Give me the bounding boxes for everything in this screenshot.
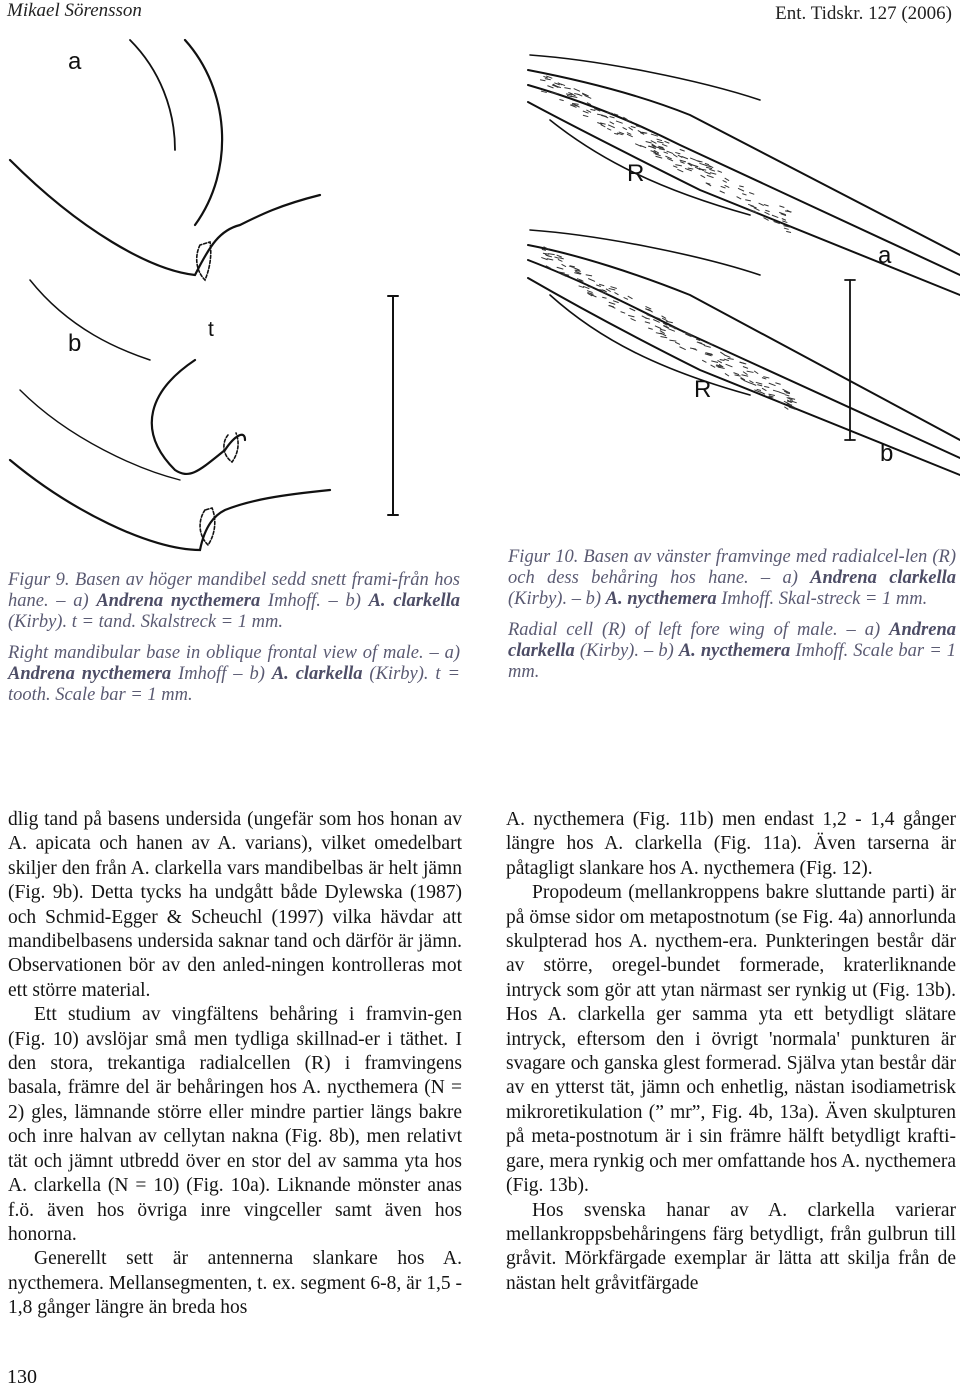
wing-hair — [602, 297, 606, 298]
wing-hair — [610, 287, 616, 289]
wing-hair — [750, 383, 756, 385]
caption-text: (Kirby). – b) — [574, 641, 679, 661]
figure-9-caption-english — [8, 643, 460, 706]
figure-10-label-a: a — [878, 242, 892, 269]
wing-hair — [616, 121, 623, 123]
wing-hair — [631, 318, 636, 320]
wing-hair — [656, 156, 663, 158]
wing-hair — [756, 382, 762, 384]
wing-hair — [628, 315, 634, 317]
wing-hair — [764, 386, 769, 387]
wing-hair — [648, 328, 653, 329]
wing-hair — [680, 149, 685, 151]
wing-hair — [673, 154, 677, 157]
wing-hair — [773, 390, 779, 392]
wing-hair — [779, 392, 785, 394]
wing-hair — [786, 231, 791, 232]
wing-hair — [759, 203, 764, 206]
wing-hair — [763, 377, 769, 378]
wing-hair — [596, 285, 601, 287]
caption-species: A. nycthemera — [678, 641, 791, 661]
wing-hair — [626, 120, 632, 121]
wing-hair — [621, 312, 626, 314]
wing-hair — [740, 362, 746, 364]
wing-hair — [762, 378, 766, 379]
caption-text: Radial cell (R) of left fore wing of male. – a) — [508, 620, 890, 640]
wing-hair — [724, 355, 730, 358]
body-paragraph: A. nycthemera (Fig. 11b) men endast 1,2 - 1,4 gånger längre hos A. clarkella (Fig. 11a). Även tarserna är påtagligt slankare hos A. nycthemera (Fig. 12). — [506, 809, 956, 879]
wing-hair — [609, 302, 615, 304]
wing-hair — [607, 128, 611, 130]
wing-hair — [645, 322, 650, 323]
caption-species: A. nycthemera — [605, 589, 717, 609]
figure-10-label-b: b — [880, 440, 894, 467]
wing-hair — [757, 385, 762, 386]
wing-hair — [601, 125, 606, 127]
wing-hair — [660, 337, 667, 338]
wing-hair — [540, 80, 545, 81]
wing-hair — [660, 329, 666, 330]
wing-hair — [662, 144, 667, 146]
wing-hair — [704, 172, 710, 175]
wing-hairs-pattern — [540, 76, 797, 410]
wing-hair — [610, 117, 615, 118]
wing-hair — [599, 284, 604, 286]
wing-hair — [785, 211, 791, 212]
wing-hair — [725, 178, 729, 181]
wing-hair — [610, 122, 614, 124]
wing-hair — [706, 183, 711, 184]
figure-9-caption — [8, 570, 460, 706]
running-author: Mikael Sörensson — [7, 0, 142, 21]
wing-hair — [630, 308, 636, 311]
wing-hair — [784, 228, 789, 229]
caption-text: (Kirby). t = tooth. Scale bar = 1 mm. — [8, 664, 460, 705]
body-paragraph: dlig tand på basens undersida (ungefär som hos honan av A. apicata och hanen av A. varians), vilket omedelbart skiljer den från A. clarkella vars mandibelbas är helt jämn (Fig. 9b). Detta tycks ha undgått både Dylewska (1987) och Schmid-Egger & Scheuchl (1997) vilka hävdar att mandibelbasens undersida saknar tand och därför är jämn. Observationen bör av den anled-ningen kontrolleras mot ett större material. — [8, 809, 462, 1001]
wing-hair — [706, 167, 712, 168]
wing-hair — [725, 373, 729, 376]
page-number: 130 — [7, 1366, 37, 1388]
wing-hair — [688, 168, 693, 169]
figure-9-drawing — [0, 30, 420, 560]
figure-10-caption-swedish — [508, 547, 956, 610]
wing-hair — [711, 365, 716, 368]
caption-text: Imhoff. Skal-streck = 1 mm. — [716, 589, 928, 609]
wing-hair — [675, 165, 682, 166]
wing-hair — [701, 175, 706, 178]
wing-hair — [775, 383, 780, 385]
wing-hair — [710, 173, 716, 175]
wing-hair — [608, 125, 615, 128]
wing-hair — [657, 139, 662, 141]
wing-hair — [586, 275, 592, 276]
wing-hair — [669, 340, 676, 341]
wing-hair — [629, 127, 633, 130]
wing-hair — [764, 204, 769, 205]
wing-hair — [728, 358, 734, 359]
wing-hair — [784, 407, 788, 410]
wing-hair — [745, 200, 751, 201]
wing-hair — [564, 88, 570, 89]
wing-hair — [742, 194, 746, 195]
caption-text: (Kirby). – b) — [508, 589, 606, 609]
wing-hair — [664, 141, 669, 143]
wing-hair — [572, 103, 579, 104]
wing-hair — [554, 257, 558, 258]
body-paragraph: Generellt sett är antennerna slankare hos A. nycthemera. Mellansegmenten, t. ex. segment 6-8, är 1,5 - 1,8 gånger längre än breda hos — [8, 1248, 462, 1319]
wing-hair — [720, 359, 725, 360]
wing-hair — [623, 127, 627, 129]
wing-hair — [762, 388, 766, 391]
caption-species: A. clarkella — [271, 664, 363, 684]
wing-hair — [646, 141, 652, 143]
wing-hair — [739, 186, 743, 187]
wing-hair — [675, 342, 680, 344]
wing-hair — [562, 264, 566, 266]
wing-hair — [725, 185, 730, 187]
wing-hair — [677, 169, 683, 172]
figure-10-drawing — [520, 40, 960, 480]
wing-hair — [609, 306, 614, 307]
wing-hair — [547, 86, 553, 88]
caption-text: Imhoff. Scale bar = 1 mm. — [508, 641, 956, 682]
figure-9-caption-swedish — [8, 570, 460, 633]
wing-hair — [702, 360, 706, 362]
wing-hair — [784, 391, 790, 392]
wing-hair — [657, 141, 663, 143]
wing-hair — [709, 169, 715, 171]
wing-hair — [720, 352, 724, 355]
caption-text: Figur 10. Basen av vänster framvinge med radialcel-len (R) och dess behåring hos hane. – a) — [508, 547, 956, 588]
wing-hair — [705, 163, 709, 164]
wing-hair — [680, 162, 684, 164]
figure-9-label-b: b — [68, 330, 82, 357]
figure-9-label-a: a — [68, 48, 82, 75]
wing-hair — [628, 296, 633, 299]
wing-hair — [749, 192, 754, 194]
wing-hair — [707, 175, 714, 177]
wing-hair — [583, 111, 589, 113]
wing-hair — [757, 389, 761, 390]
caption-text: Figur 9. Basen av höger mandibel sedd snett frami-från hos hane. – a) — [8, 570, 460, 611]
wing-hair — [583, 115, 588, 116]
caption-species: Andrena nycthemera — [96, 591, 261, 611]
wing-hair — [545, 79, 551, 80]
wing-hair — [754, 371, 758, 374]
wing-hair — [769, 383, 776, 386]
wing-hair — [700, 169, 707, 170]
figure-10-label-r-upper: R — [627, 160, 645, 187]
wing-hair — [559, 99, 563, 100]
wing-hair — [743, 366, 748, 368]
wing-hair — [627, 134, 633, 137]
wing-hair — [624, 297, 628, 299]
caption-text: Imhoff – b) — [171, 664, 272, 684]
wing-hair — [737, 197, 742, 199]
caption-text: Right mandibular base in oblique frontal view of male. – a) — [8, 643, 460, 663]
wing-hair — [559, 258, 564, 259]
figure-9-label-t: t — [208, 318, 214, 341]
figure-10-caption — [508, 547, 956, 683]
wing-hair — [738, 188, 744, 191]
caption-species: Andrena clarkella — [810, 568, 956, 588]
wing-hair — [718, 367, 725, 368]
wing-hair — [667, 158, 673, 161]
wing-hair — [558, 259, 562, 261]
wing-hair — [557, 267, 564, 269]
wing-hair — [711, 361, 718, 363]
wing-hair — [586, 110, 591, 112]
caption-text: (Kirby). t = tand. Skalstreck = 1 mm. — [8, 612, 284, 632]
wing-hair — [718, 360, 722, 363]
wing-hair — [782, 221, 787, 223]
wing-hair — [721, 186, 726, 188]
wing-hair — [664, 152, 668, 153]
wing-hair — [724, 359, 729, 361]
body-column-left — [8, 808, 462, 1321]
wing-hair — [779, 206, 784, 208]
wing-hair — [694, 165, 698, 166]
body-column-right — [506, 808, 956, 1296]
figure-10-caption-english — [508, 620, 956, 683]
wing-hair — [614, 292, 618, 294]
wing-hair — [574, 89, 580, 92]
wing-hair — [551, 93, 558, 94]
wing-hair — [588, 279, 595, 282]
wing-hair — [609, 288, 616, 290]
wing-hair — [679, 347, 685, 350]
body-paragraph: Ett studium av vingfältens behåring i framvin-gen (Fig. 10) avslöjar små men tydliga skillnad-er i täthet. I den stora, trekantiga radialcellen (R) i framvingens basala, främre del är behåringen hos A. nycthemera (N = 2) gles, lämnande större eller mindre partier längs bakre och inre halvan av cellytan nakna (Fig. 8b), men relativt tät och jämnt utbredd över en stor del av samma yta hos A. clarkella (N = 10) (Fig. 10a). Liknande mönster anas f.ö. även hos övriga inre vingceller samt även hos honorna. — [8, 1004, 462, 1245]
wing-hair — [733, 373, 738, 375]
wing-hair — [631, 126, 636, 127]
wing-hair — [782, 218, 786, 220]
wing-hair — [590, 109, 595, 110]
figure-10-label-r-lower: R — [694, 376, 712, 403]
wing-hair — [772, 215, 778, 217]
wing-hair — [675, 152, 680, 153]
wing-hair — [726, 364, 733, 367]
wing-hair — [785, 395, 789, 396]
wing-hair — [557, 255, 562, 257]
wing-hair — [723, 180, 727, 182]
caption-species: Andrena clarkella — [508, 620, 956, 661]
wing-hair — [642, 316, 647, 319]
wing-hair — [720, 191, 725, 193]
wing-hair — [690, 158, 696, 160]
wing-hair — [718, 171, 722, 173]
wing-hair — [747, 371, 754, 372]
wing-hair — [541, 257, 547, 259]
wing-hair — [754, 208, 760, 211]
caption-species: A. clarkella — [368, 591, 461, 611]
running-journal: Ent. Tidskr. 127 (2006) — [775, 3, 952, 24]
wing-hair — [735, 375, 741, 376]
body-paragraph: Propodeum (mellankroppens bakre sluttande parti) är på ömse sidor om metapostnotum (se Fig. 4a) annorlunda skulpterad hos A. nycthem-era. Punkteringen består där av större, oregel-bundet formerade, kraterliknande intryck som gör att ytan närmast ser rynkig ut (Fig. 13b). Hos A. clarkella ger samma yta ett betydligt slätare intryck, eftersom den i övrigt 'normala' punkturen är svagare och ganska glest formerad. Själva ytan består där av en ytterst tät, jämn och enhetlig, nästan isodiametrisk mikroretikulation (” mr”, Fig. 4b, 13a). Även skulpturen på meta-postnotum är i sin främre hälft betydligt krafti-gare, mera rynkig och mer omfattande hos A. nycthemera (Fig. 13b). — [506, 882, 956, 1197]
wing-hair — [704, 345, 711, 347]
wing-hair — [597, 114, 603, 115]
wing-hair — [743, 372, 747, 375]
wing-hair — [765, 210, 769, 211]
wing-hair — [668, 329, 674, 332]
caption-text: Imhoff. – b) — [260, 591, 369, 611]
wing-hair — [655, 326, 661, 329]
wing-hair — [673, 166, 677, 168]
wing-hair — [613, 301, 619, 303]
wing-hair — [749, 381, 753, 383]
wing-hair — [681, 156, 687, 159]
wing-hair — [764, 212, 769, 214]
wing-hair — [577, 94, 582, 96]
caption-species: Andrena nycthemera — [8, 664, 172, 684]
body-paragraph: Hos svenska hanar av A. clarkella varierar mellankroppsbehåringens färg betydligt, från gulbrun till gråvit. Mörkfärgade exemplar är lätta att skilja från de nästan helt gråvitfärgade — [506, 1199, 956, 1294]
wing-hair — [547, 259, 553, 260]
